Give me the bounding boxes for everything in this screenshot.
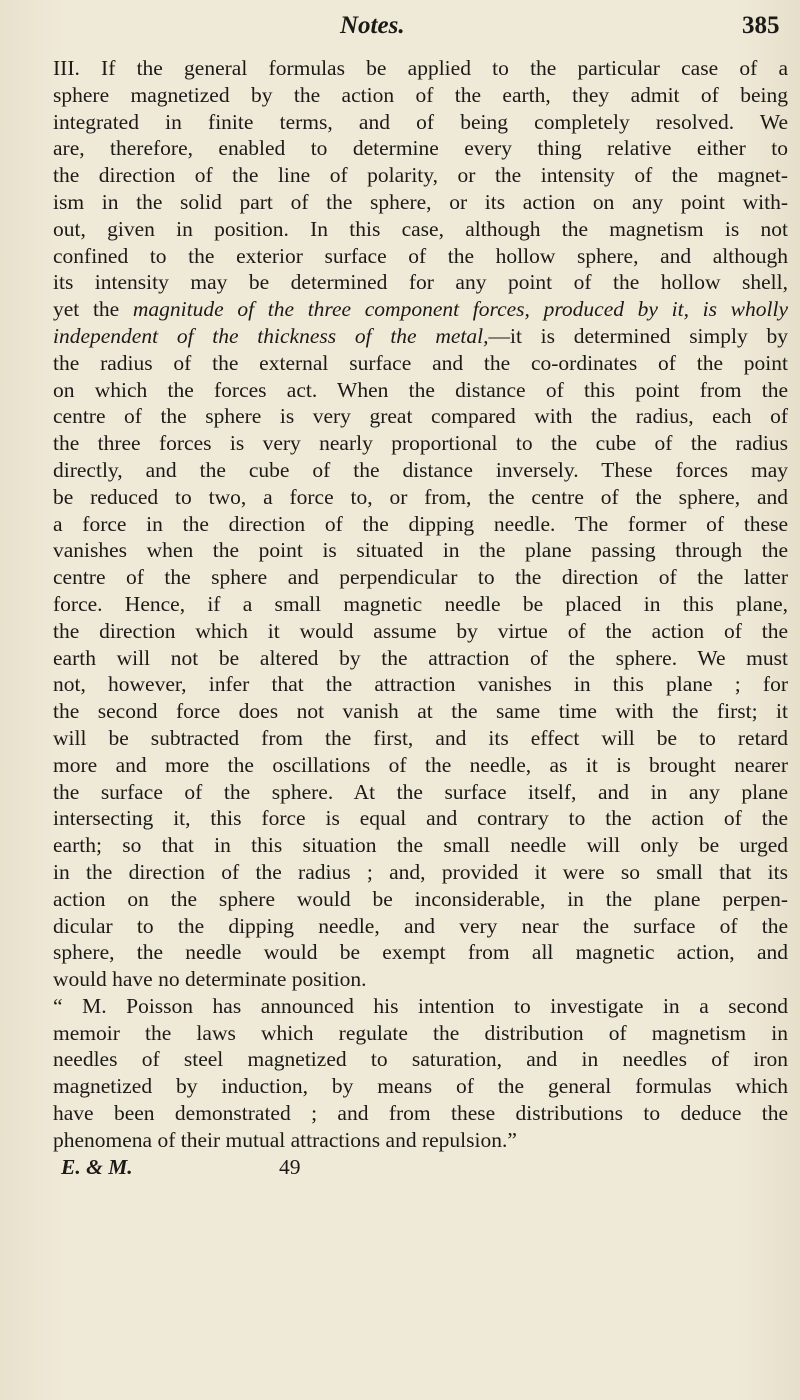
running-head xyxy=(0,10,800,44)
signature-line xyxy=(53,1154,788,1181)
text-line: have been demonstrated ; and from these distributions to deduce the xyxy=(53,1101,788,1126)
running-title: Notes. xyxy=(340,12,405,39)
text-line: the direction which it would assume by virtue of the action of the xyxy=(53,618,788,643)
signature-initials: E. & M. xyxy=(61,1154,133,1179)
text-line xyxy=(53,296,788,323)
text-line: will be subtracted from the first, and its effect will be to retard xyxy=(53,725,788,750)
signature-number: 49 xyxy=(279,1154,301,1179)
text-line: the three forces is very nearly proportional to the cube of the radius xyxy=(53,431,788,456)
text-line: on which the forces act. When the distance of this point from the xyxy=(53,377,788,402)
body-text xyxy=(53,55,788,1180)
text-line: the radius of the external surface and the co-ordinates of the point xyxy=(53,350,788,375)
italic-text-segment: magnitude of the three component forces, produced by it, is wholly xyxy=(132,297,788,322)
text-line: force. Hence, if a small magnetic needle be placed in this plane, xyxy=(53,591,788,616)
text-line: the direction of the line of polarity, or the intensity of the magnet- xyxy=(53,163,788,188)
text-line: dicular to the dipping needle, and very near the surface of the xyxy=(53,913,788,938)
text-line: memoir the laws which regulate the distribution of magnetism in xyxy=(53,1020,788,1045)
text-line: action on the sphere would be inconsiderable, in the plane perpen- xyxy=(53,886,788,911)
text-line: centre of the sphere is very great compared with the radius, each of xyxy=(53,404,788,429)
paragraph-1 xyxy=(53,55,788,993)
text-line: a force in the direction of the dipping needle. The former of these xyxy=(53,511,788,536)
text-line: would have no determinate position. xyxy=(53,967,367,992)
text-line: integrated in finite terms, and of being completely resolved. We xyxy=(53,109,788,134)
text-line: its intensity may be determined for any point of the hollow shell, xyxy=(53,270,788,295)
text-line: magnetized by induction, by means of the general formulas which xyxy=(53,1074,788,1099)
text-line: not, however, infer that the attraction vanishes in this plane ; for xyxy=(53,672,788,697)
text-line: are, therefore, enabled to determine every thing relative either to xyxy=(53,136,788,161)
text-line: be reduced to two, a force to, or from, the centre of the sphere, and xyxy=(53,484,788,509)
text-segment: yet the xyxy=(53,297,133,322)
text-line: ism in the solid part of the sphere, or its action on any point with- xyxy=(53,189,788,214)
text-line: out, given in position. In this case, although the magnetism is not xyxy=(53,216,788,241)
text-line: confined to the exterior surface of the hollow sphere, and although xyxy=(53,243,788,268)
text-line: centre of the sphere and perpendicular to the direction of the latter xyxy=(53,565,788,590)
italic-text-segment: independent of the thickness of the metal, xyxy=(53,323,489,348)
text-line: needles of steel magnetized to saturation, and in needles of iron xyxy=(53,1047,788,1072)
text-line: the surface of the sphere. At the surface itself, and in any plane xyxy=(53,779,788,804)
text-line: intersecting it, this force is equal and contrary to the action of the xyxy=(53,806,788,831)
paragraph-2 xyxy=(53,993,788,1154)
text-line: directly, and the cube of the distance inversely. These forces may xyxy=(53,457,788,482)
text-line: earth will not be altered by the attraction of the sphere. We must xyxy=(53,645,788,670)
text-line: sphere magnetized by the action of the earth, they admit of being xyxy=(53,82,788,107)
page-number: 385 xyxy=(742,12,780,39)
text-line: “ M. Poisson has announced his intention to investigate in a second xyxy=(53,993,788,1018)
text-line: earth; so that in this situation the small needle will only be urged xyxy=(53,833,788,858)
text-line: phenomena of their mutual attractions and repulsion.” xyxy=(53,1127,517,1152)
text-line: more and more the oscillations of the needle, as it is brought nearer xyxy=(53,752,788,777)
text-line: sphere, the needle would be exempt from all magnetic action, and xyxy=(53,940,788,965)
text-segment: —it is determined simply by xyxy=(488,323,788,348)
text-line: the second force does not vanish at the same time with the first; it xyxy=(53,699,788,724)
text-line xyxy=(53,323,788,350)
text-line: III. If the general formulas be applied to the particular case of a xyxy=(53,56,788,80)
text-line: vanishes when the point is situated in the plane passing through the xyxy=(53,538,788,563)
text-line: in the direction of the radius ; and, provided it were so small that its xyxy=(53,859,788,884)
